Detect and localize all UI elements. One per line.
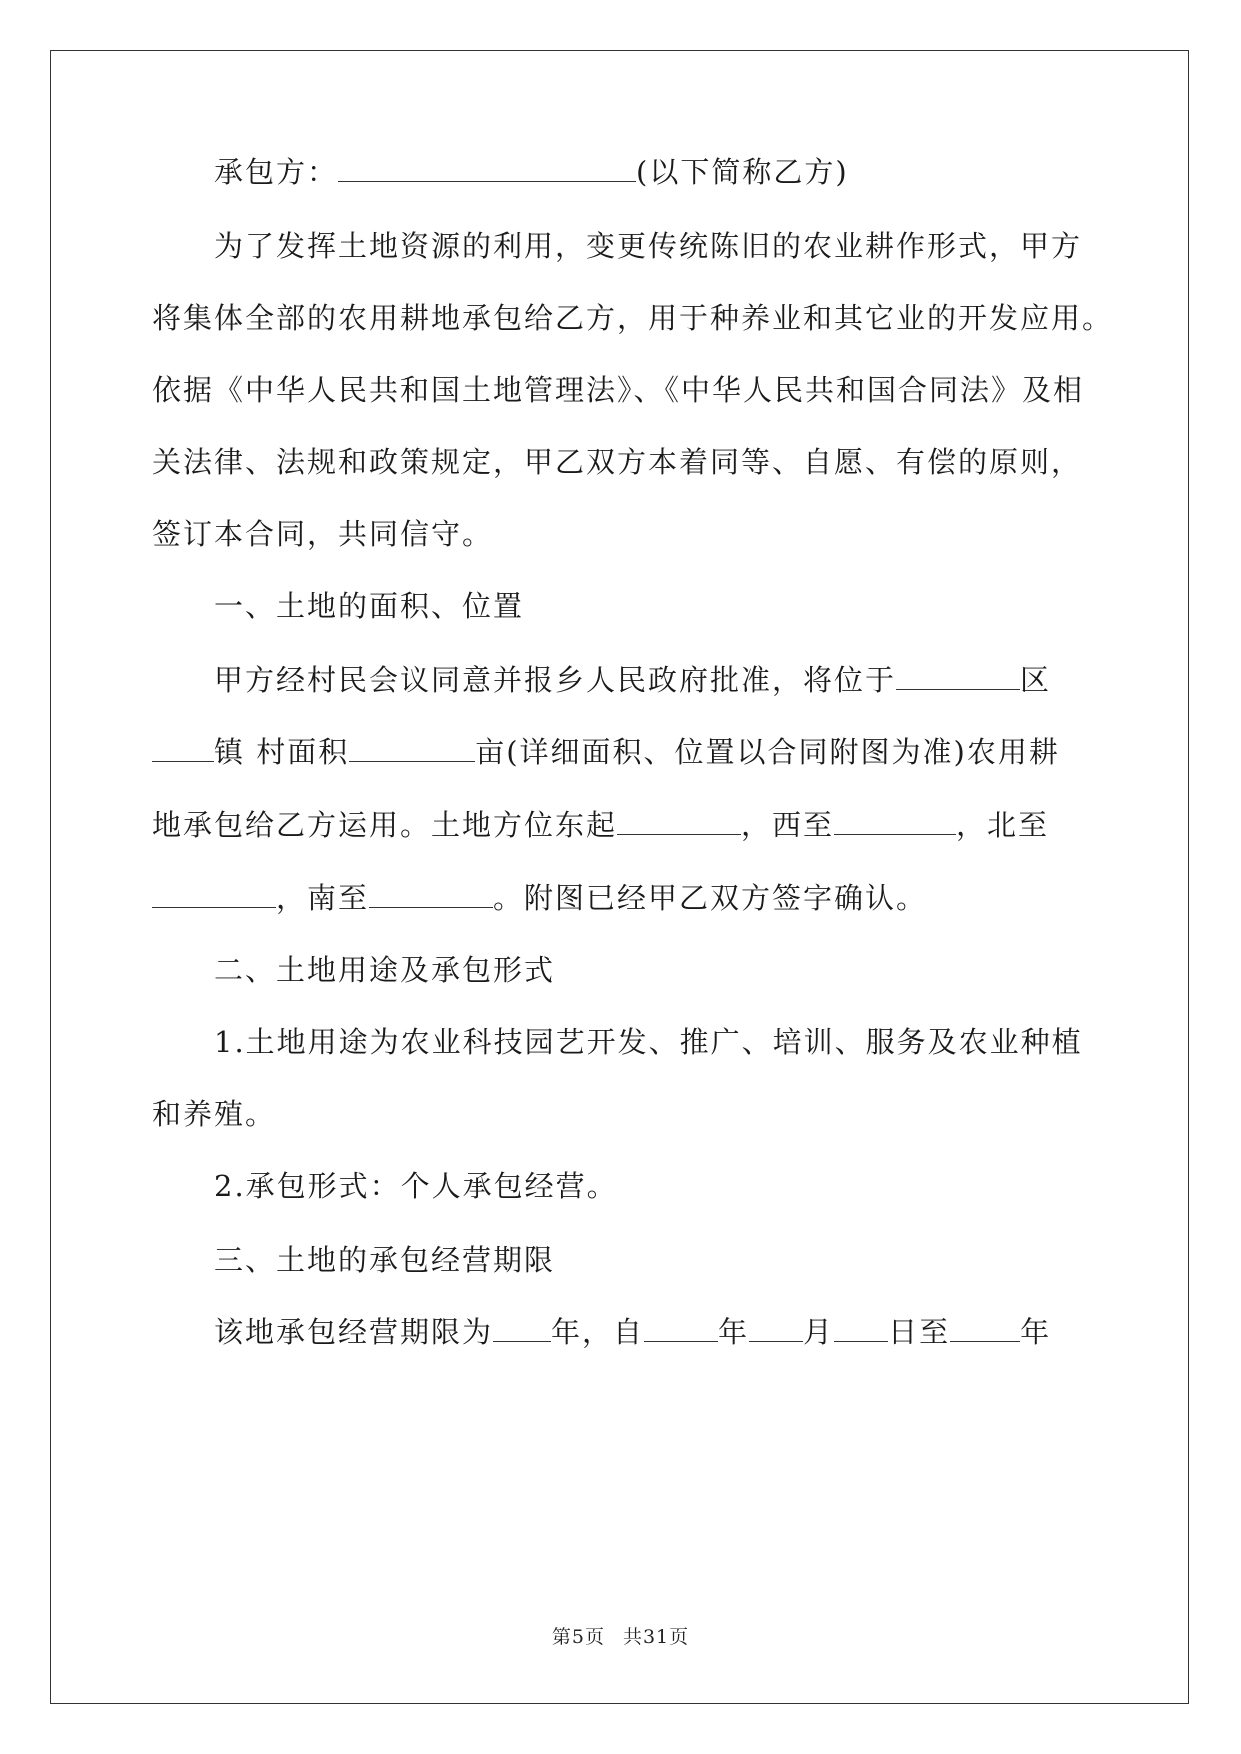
paragraph-line: 为了发挥土地资源的利用，变更传统陈旧的农业耕作形式，甲方 [214, 229, 1083, 263]
page-number: 第5页 [551, 1626, 605, 1648]
location-line-2 [152, 732, 1060, 772]
location-line-1 [214, 660, 1051, 700]
paragraph-line: 关法律、法规和政策规定，甲乙双方本着同等、自愿、有偿的原则， [152, 445, 1083, 479]
text-span: 地承包给乙方运用。土地方位东起 [152, 808, 618, 842]
location-line-4 [152, 878, 927, 918]
text-span: 镇 村面积 [214, 735, 350, 769]
paragraph-line: 和养殖。 [152, 1097, 277, 1131]
text-span: 日至 [888, 1315, 951, 1349]
text-span: ，南至 [276, 881, 370, 915]
term-line [214, 1312, 1051, 1352]
start-year-blank [644, 1315, 718, 1342]
section-heading-2: 二、土地用途及承包形式 [214, 953, 556, 987]
north-blank [152, 881, 276, 908]
text-span: 年，自 [551, 1315, 645, 1349]
text-span: 区 [1020, 663, 1052, 697]
contractor-blank [338, 155, 636, 182]
start-month-blank [749, 1315, 803, 1342]
page-footer [0, 1622, 1241, 1649]
west-blank [834, 808, 956, 835]
contractor-line [214, 152, 849, 192]
section-heading-1: 一、土地的面积、位置 [214, 589, 525, 623]
section-heading-3: 三、土地的承包经营期限 [214, 1243, 556, 1277]
area-blank [349, 735, 475, 762]
text-span: 年 [718, 1315, 750, 1349]
paragraph-line: 2.承包形式：个人承包经营。 [214, 1169, 618, 1203]
paragraph-line: 依据《中华人民共和国土地管理法》、《中华人民共和国合同法》及相 [152, 373, 1085, 407]
paragraph-line: 将集体全部的农用耕地承包给乙方，用于种养业和其它业的开发应用。 [152, 301, 1114, 335]
years-blank [493, 1315, 551, 1342]
text-span: 甲方经村民会议同意并报乡人民政府批准，将位于 [214, 663, 897, 697]
contractor-note: (以下简称乙方) [636, 155, 849, 189]
contractor-label: 承包方： [214, 155, 339, 189]
town-blank [152, 735, 214, 762]
text-span: ，北至 [956, 808, 1050, 842]
text-span: 。附图已经甲乙双方签字确认。 [493, 881, 928, 915]
start-day-blank [834, 1315, 888, 1342]
text-span: 该地承包经营期限为 [214, 1315, 494, 1349]
south-blank [369, 881, 493, 908]
paragraph-line: 签订本合同，共同信守。 [152, 517, 494, 551]
location-line-3 [152, 805, 1049, 845]
end-year-blank [950, 1315, 1020, 1342]
paragraph-line: 1.土地用途为农业科技园艺开发、推广、培训、服务及农业种植 [214, 1025, 1083, 1059]
district-blank [896, 663, 1020, 690]
text-span: 年 [1020, 1315, 1052, 1349]
east-blank [617, 808, 741, 835]
text-span: ，西至 [741, 808, 835, 842]
text-span: 亩(详细面积、位置以合同附图为准)农用耕 [475, 735, 1060, 769]
text-span: 月 [803, 1315, 835, 1349]
page-total: 共31页 [622, 1626, 690, 1648]
